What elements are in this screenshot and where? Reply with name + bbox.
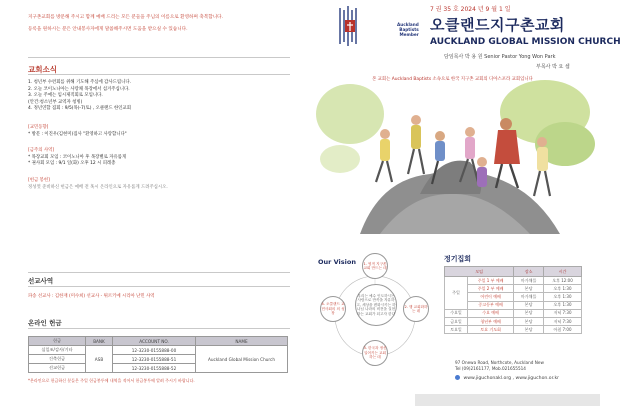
cell: 중고등부 예배 [468, 301, 514, 309]
cell: 건축헌금 [29, 355, 86, 364]
cell: 마가채플 [514, 277, 544, 285]
church-name-english: AUCKLAND GLOBAL MISSION CHURCH [430, 37, 621, 47]
website-line [455, 375, 559, 381]
cell: 주일 2 부 예배 [468, 285, 514, 293]
offer-head: [헌금 봉헌] [28, 177, 50, 183]
col-header: 헌금 [29, 337, 86, 346]
footer-band [415, 394, 600, 406]
divider [28, 272, 290, 273]
mission-text: 파송 선교사 : 김한재 (미수희) 선교사 - 튀르키예 시리아 난민 사역 [28, 294, 155, 299]
col-header: 모임 [445, 267, 514, 277]
phone-line: Tel (09)2161177, Mob.021655514 [455, 366, 526, 371]
online-offering-table [28, 336, 288, 373]
cell: 어린이 예배 [468, 293, 514, 301]
cell: 12-3230-0155888-00 [113, 346, 196, 355]
table-row [445, 326, 582, 334]
visit-item: * 방문 : 이진우(김현미)집사 "환영하고 사랑합니다" [28, 131, 127, 137]
vision-center: 우리는 예수 인도하시는 사람으로 만족을 자유하고, 세상을 변화시키는 하나님 나라의 비전을 실현하는 교회가 되고자 한다 [355, 284, 397, 326]
col-header: ACCOUNT NO. [113, 337, 196, 346]
cell: ASB [86, 346, 113, 373]
cell: Auckland Global Mission Church [196, 346, 288, 373]
cell: 주일 [445, 277, 468, 310]
cell: 선교헌금 [29, 364, 86, 373]
cell: 본당 [514, 309, 544, 317]
pray-item: * 권사회 모임 : 9/1 일(화) 오후 12 시 피레총 [28, 161, 116, 167]
affiliation-text: 본 교회는 Auckland Baptists 소속으로 한국 지구촌 교회의 디아스포라 교회입니다 [372, 77, 533, 82]
table-row [29, 346, 288, 355]
cell: 금요일 [445, 317, 468, 325]
news-title: 교회소식 [28, 65, 57, 74]
online-title: 온라인 헌금 [28, 319, 62, 327]
divider [28, 57, 290, 58]
website-links[interactable]: www.jiguchonakl.org , www.jiguchon.or.kr [463, 376, 560, 381]
church-name-korean: 오클랜드지구촌교회 [430, 16, 565, 34]
cell: 수요일 [445, 309, 468, 317]
address-line: 97 Onewa Road, Northcote, Auckland New [455, 360, 544, 365]
cell: 수요 예배 [468, 309, 514, 317]
visit-head: [교민동향] [28, 124, 49, 130]
logo-text: Auckland [397, 22, 419, 27]
logo-text: Member [399, 32, 419, 37]
church-logo-icon [336, 4, 364, 48]
col-header: 시간 [544, 267, 582, 277]
table-row [445, 309, 582, 317]
col-header: BANK [86, 337, 113, 346]
news-item: 1. 청년부 수련회를 위해 기도해 주심에 감사드립니다. [28, 80, 132, 85]
vision-node: 3. 한국과 정신 일어키는 교회 하는 데 [362, 340, 388, 366]
cell: 본당 [514, 301, 544, 309]
cell: 본당 [514, 317, 544, 325]
cell: 저녁 7:30 [544, 317, 582, 325]
news-item: (안건:청소년부 교역자 청빙) [28, 99, 83, 105]
dancing-people-illustration [320, 84, 590, 244]
issue-date: 7 권 35 호 2024 년 9 월 1 일 [430, 6, 511, 13]
cell: 오후 1:30 [544, 293, 582, 301]
table-row [445, 277, 582, 285]
welcome-line: 지구촌교회를 방문해 주시고 함께 예배 드리는 모든 분들을 주님의 이름으로 환영하며 축복합니다. [28, 15, 224, 20]
senior-pastor: 담임목사 박 용 원 Senior Pastor Yong Won Park [444, 54, 556, 60]
welcome-line: 등록을 원하시는 분은 안내봉사자에게 말씀해주시면 도움을 받으실 수 있습니다. [28, 27, 188, 32]
divider [28, 286, 290, 287]
cell: 본당 [514, 326, 544, 334]
news-item: 2. 오늘 코이노니아는 사랑채 목장에서 섬겨주십니다. [28, 86, 130, 92]
pray-item: * 목장교회 모임 : 코이노니아 후 목장별로 자유롭게 [28, 154, 127, 160]
church-address [455, 360, 544, 372]
left-panel [0, 0, 300, 412]
online-note: *온라인으로 헌금하신 분들은 주일 헌금봉투에 내역을 적어서 헌금봉투에 알려 주시기 바랍니다. [28, 378, 195, 383]
cell: 십일조/감사/기타 [29, 346, 86, 355]
cell: 주일 1 부 예배 [468, 277, 514, 285]
vision-node: 4. 오클랜드 교민사회의 의 성장 [320, 296, 346, 322]
mission-title: 선교사역 [28, 277, 54, 285]
cell: 토요일 [445, 326, 468, 334]
cell: 마가채플 [514, 293, 544, 301]
cell: 오후 12:00 [544, 277, 582, 285]
pray-head: [금주의 사역] [28, 148, 55, 154]
globe-icon [455, 375, 460, 380]
news-item: 3. 오늘 주예는 임시제직회로 모입니다. [28, 93, 103, 99]
schedule-title: 정기집회 [444, 255, 472, 263]
cell: 아침 7:00 [544, 326, 582, 334]
col-header: NAME [196, 337, 288, 346]
vision-node: 1. 영적 지구촌교회 만드는 데 [362, 253, 388, 279]
baptist-member-label [397, 22, 419, 37]
cell: 본당 [514, 285, 544, 293]
cell: 청년부 예배 [468, 317, 514, 325]
cell: 토요 기도회 [468, 326, 514, 334]
news-item: 4. 정년연합 집회 : 9/5(목)-7(토) , 오클랜드 한인교회 [28, 106, 131, 112]
divider [28, 74, 290, 75]
schedule-table [444, 266, 582, 334]
table-row [445, 317, 582, 325]
cell: 오후 1:30 [544, 285, 582, 293]
cell: 오후 1:30 [544, 301, 582, 309]
vision-node: 2. 행 교회화하는 데 [403, 296, 429, 322]
cell: 저녁 7:30 [544, 309, 582, 317]
associate-pastor: 부목사 박 요 셉 [536, 64, 570, 70]
col-header: 장소 [514, 267, 544, 277]
welcome-text [28, 14, 290, 38]
news-body [28, 80, 288, 191]
vision-title: Our Vision [318, 258, 356, 266]
offer-item: 정성껏 준비하신 헌금은 예배 전 혹시 온라인으로 자유롭게 드려주십시오. [28, 184, 168, 190]
cell: 12-3230-0155888-51 [113, 355, 196, 364]
logo-text: Baptists [399, 27, 419, 32]
divider [28, 328, 290, 329]
cell: 12-3230-0155888-52 [113, 364, 196, 373]
